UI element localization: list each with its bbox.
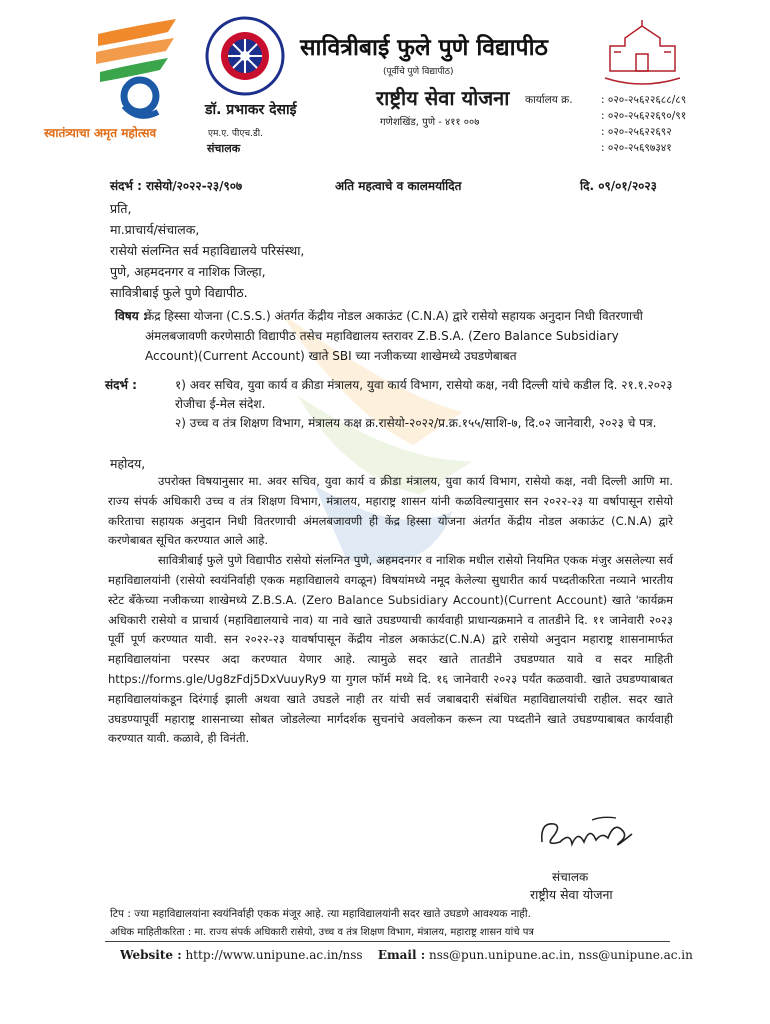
reference-number: संदर्भ : रासेयो/२०२२-२३/९०७ [110,179,243,193]
note-more-info: अधिक माहितीकरिता : मा. राज्य संपर्क अधिकारी रासेयो, उच्च व तंत्र शिक्षण विभाग, मंत्रालय, महाराष्ट्र शासन यांचे पत्र [110,927,534,938]
body-paragraph: उपरोक्त विषयानुसार मा. अवर सचिव, युवा कार्य व क्रीडा मंत्रालय, युवा कार्य विभाग, रासेयो कक्ष, नवी दिल्ली आणि मा. राज्य संपर्क अधिकारी उच्च व तंत्र शिक्षण विभाग, मंत्रालय, महाराष्ट्र शासन यांनी कळविल्यानुसार सन २०२२-२३ या वर्षापासून रासेयो करिताचा सहायक अनुदान निधी वितरणाची अंमलबजावणी ही केंद्र हिस्सा योजना अंतर्गत केंद्रीय नोडल अकाऊंट (C.N.A) द्वारे करणेबाबत सूचित करण्यात आले आहे. [108,474,673,548]
phone-2: : ०२०-२५६२२६९०/९१ [601,110,687,122]
phones-label: कार्यालय क्र. [525,94,573,106]
address-line: मा.प्राचार्य/संचालक, [110,222,200,237]
address-line: सावित्रीबाई फुले पुणे विद्यापीठ. [110,285,248,300]
salutation: महोदय, [110,456,146,471]
phone-4: : ०२०-२५६९७३४१ [601,142,672,154]
letter-body [108,472,673,749]
address-line: प्रति, [110,201,132,216]
phone-3: : ०२०-२५६२२६९२ [601,126,672,138]
amrut-mahotsav-logo [88,14,183,124]
signatory-org: राष्ट्रीय सेवा योजना [530,887,613,902]
letter-date: दि. ०९/०१/२०२३ [580,179,657,193]
website-link[interactable]: http://www.unipune.ac.in/nss [185,948,363,962]
footer-divider [105,941,670,942]
university-emblem [600,16,685,91]
body-paragraph: सावित्रीबाई फुले पुणे विद्यापीठ रासेयो संलग्नित पुणे, अहमदनगर व नाशिक मधील रासेयो नियमित एकक मंजुर असलेल्या सर्व महाविद्यालयांनी (रासेयो स्वयंनिर्वाही एकक महाविद्यालये वगळून) विषयांमध्ये नमूद केलेल्या सुधारीत कार्य पध्दतीकरिता नव्याने भारतीय स्टेट बँकेच्या नजीकच्या शाखेमध्ये Z.B.S.A. (Zero Balance Subsidiary Account)(Current Account) खाते 'कार्यक्रम अधिकारी रासेयो व प्राचार्य (महाविद्यालयाचे नाव) या नावे खाते उघडण्याची कार्यवाही प्राधान्यक्रमाने व तातडीने दि. ११ जानेवारी २०२३ पूर्वी पूर्ण करण्यात यावी. सन २०२२-२३ यावर्षापासून केंद्रीय नोडल अकाऊंट(C.N.A) द्वारे रासेयो अनुदान महाराष्ट्र शासनामार्फत महाविद्यालयांना परस्पर अदा करण्यात येणार आहे. त्यामुळे सदर खाते तातडीने उघडण्यात यावे व सदर माहिती https://forms.gle/Ug8zFdj5DxVuuyRy9 या गुगल फॉर्म मध्ये दि. १६ जानेवारी २०२३ पर्यंत कळवावी. खाते उघडण्याबाबत महाविद्यालयांकडून दिरंगाई झाली अथवा खाते उघडले नाही तर यांची सर्व जबाबदारी संबंधित महाविद्यालयांची राहील. सदर खाते उघडण्यापूर्वी महाराष्ट्र शासनाच्या सोबत जोडलेल्या मार्गदर्शक सुचनांचे अवलोकन करून त्या पध्दतीने खाते उघडण्याबाबत कार्यवाही करण्यात यावी. कळावे, ही विनंती. [108,553,673,746]
university-title: सावित्रीबाई फुले पुणे विद्यापीठ [300,35,548,61]
priority-note: अति महत्वाचे व कालमर्यादित [335,179,462,193]
subject-block [115,306,675,366]
reference-item: १) अवर सचिव, युवा कार्य व क्रीडा मंत्रालय, युवा कार्य विभाग, रासेयो कक्ष, नवी दिल्ली यांचे कडील दि. २१.१.२०२३ रोजीचा ई-मेल संदेश. [175,378,673,411]
subject-text: केंद्र हिस्सा योजना (C.S.S.) अंतर्गत केंद्रीय नोडल अकाऊंट (C.N.A) द्वारे रासेयो सहायक अनुदान निधी वितरणाची अंमलबजावणी करणेसाठी विद्यापीठ तसेच महाविद्यालय स्तरावर Z.B.S.A. (Zero Balance Subsidiary Account)(Current Account) खाते SBI च्या नजीकच्या शाखेमध्ये उघडणेबाबत [145,309,643,363]
address-line: पुणे, अहमदनगर व नाशिक जिल्हा, [110,264,266,279]
email-link[interactable]: nss@pun.unipune.ac.in, nss@unipune.ac.in [428,948,693,962]
recipient-address [110,198,304,303]
reference-item: २) उच्च व तंत्र शिक्षण विभाग, मंत्रालय कक्ष क्र.रासेयो-२०२२/प्र.क्र.१५५/साशि-७, दि.०२ जानेवारी, २०२३ चे पत्र. [175,416,657,430]
website-label: Website : [120,948,182,962]
references-block [105,376,675,433]
office-phones [525,92,686,156]
nss-logo [205,16,285,96]
footer-contact [120,948,693,962]
signatory-title: संचालक [552,870,589,884]
nss-address: गणेशखिंड, पुणे - ४११ ००७ [380,117,480,128]
amrut-mahotsav-text: स्वातंत्र्याचा अमृत महोत्सव [44,126,157,140]
officer-degree: एम.ए. पीएच.डी. [208,129,263,139]
note-tip: टिप : ज्या महाविद्यालयांना स्वयंनिर्वाही एकक मंजूर आहे. त्या महाविद्यालयांनी सदर खाते उघडणे आवश्यक नाही. [110,908,531,920]
address-line: रासेयो संलग्नित सर्व महाविद्यालये परिसंस्था, [110,243,305,258]
email-label: Email : [377,948,426,962]
handwritten-signature [532,812,642,858]
officer-role: संचालक [207,142,241,155]
university-subtitle: (पूर्वीचे पुणे विद्यापीठ) [383,67,454,77]
references-label: संदर्भ : [105,378,137,392]
nss-title: राष्ट्रीय सेवा योजना [376,86,510,110]
phone-1: : ०२०-२५६२२६८८/८९ [601,94,687,106]
officer-name: डॉ. प्रभाकर देसाई [205,102,297,118]
subject-label: विषय : [115,309,148,323]
